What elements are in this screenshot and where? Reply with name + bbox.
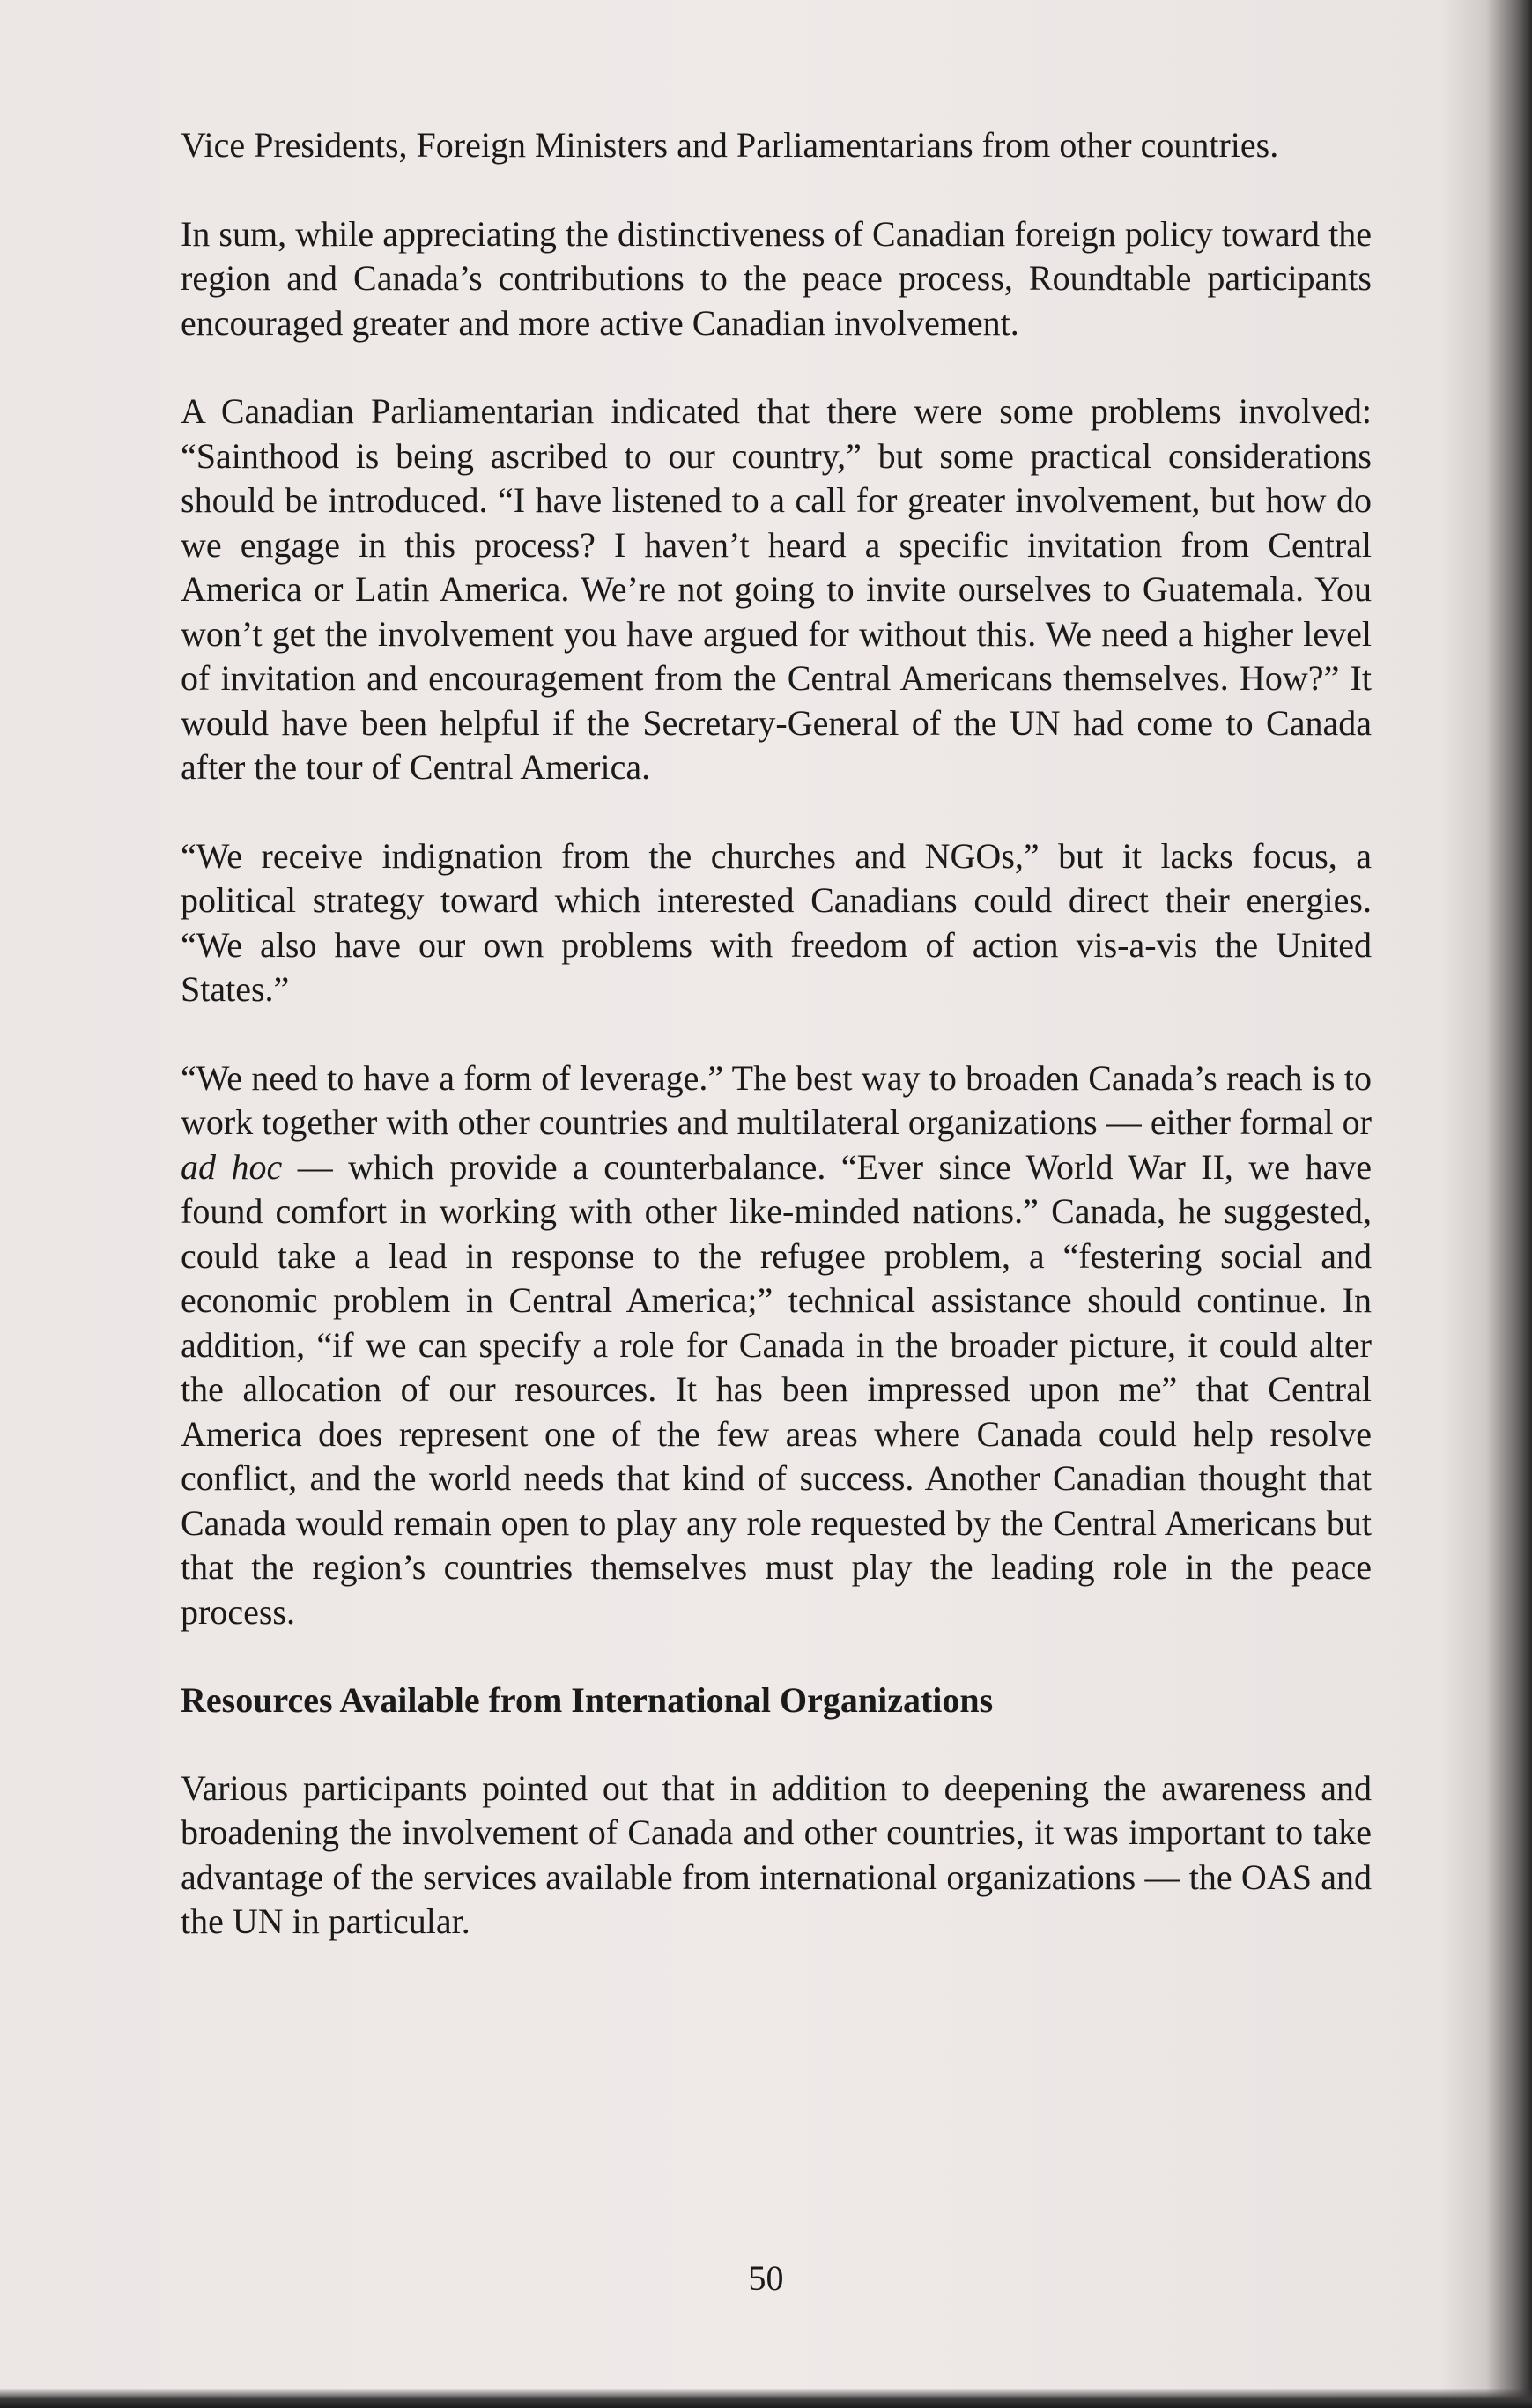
body-text	[181, 123, 1372, 1989]
paragraph-5-part-2: — which provide a counterbalance. “Ever since World War II, we have found comfort in working with other like-minded nations.” Canada, he suggested, could take a lead in response to the refugee problem, a “festering social and economic problem in Central America;” technical assistance should continue. In addition, “if we can specify a role for Canada in the broader picture, it could alter the allocation of our resources. It has been impressed upon me” that Central America does represent one of the few areas where Canada could help resolve conflict, and the world needs that kind of success. Another Canadian thought that Canada would remain open to play any role requested by the Central Americans but that the region’s countries themselves must play the leading role in the peace process.	[181, 1146, 1372, 1632]
paragraph-1: Vice Presidents, Foreign Ministers and Parliamentarians from other countries.	[181, 125, 1279, 165]
paragraph-5-part-1: “We need to have a form of leverage.” The best way to broaden Canada’s reach is to work together with other countries and multilateral organizations — either formal or	[181, 1057, 1372, 1142]
paragraph-2: In sum, while appreciating the distinctiveness of Canadian foreign policy toward the region and Canada’s contributions to the peace process, Roundtable participants encouraged greater and more active Canadian involvement.	[181, 213, 1372, 343]
page-number: 50	[748, 2258, 784, 2298]
page-bottom-edge	[0, 2389, 1532, 2408]
section-heading: Resources Available from International Organizations	[181, 1680, 994, 1720]
paragraph-6: Various participants pointed out that in addition to deepening the awareness and broadening the involvement of Canada and other countries, it was important to take advantage of the services available from international organizations — the OAS and the UN in particular.	[181, 1767, 1372, 1941]
paragraph-4: “We receive indignation from the churches and NGOs,” but it lacks focus, a political strategy toward which interested Canadians could direct their energies. “We also have our own problems with freedom of action vis-a-vis the United States.”	[181, 835, 1372, 1009]
paragraph-5	[181, 1056, 1372, 1635]
paragraph-3: A Canadian Parliamentarian indicated that there were some problems involved: “Sainthood is being ascribed to our country,” but some practical considerations should be introduced. “I have listened to a call for greater involvement, but how do we engage in this process? I haven’t heard a specific invitation from Central America or Latin America. We’re not going to invite ourselves to Guatemala. You won’t get the involvement you have argued for without this. We need a higher level of invitation and encouragement from the Central Americans themselves. How?” It would have been helpful if the Secretary-General of the UN had come to Canada after the tour of Central America.	[181, 391, 1372, 787]
ad-hoc-italic: ad hoc	[181, 1146, 283, 1187]
